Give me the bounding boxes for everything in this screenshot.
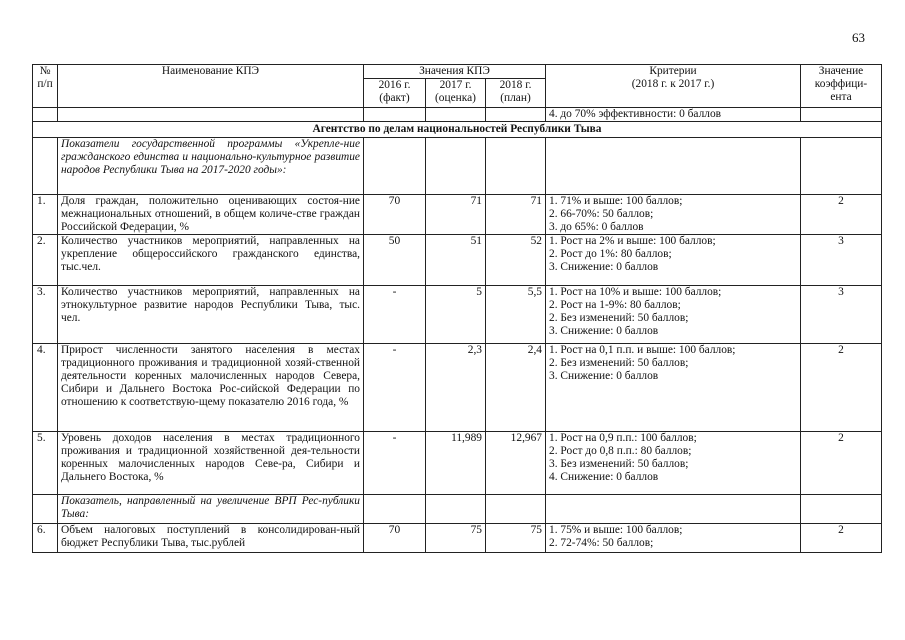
criteria-line: 3. Снижение: 0 баллов	[549, 261, 659, 273]
header-2018	[486, 79, 546, 108]
value-2016: -	[364, 432, 426, 495]
kpe-table	[32, 64, 882, 553]
criteria-line: 3. Снижение: 0 баллов	[549, 370, 659, 382]
header-num-label: № п/п	[37, 65, 53, 90]
table-row	[33, 235, 882, 286]
value-2016: 70	[364, 195, 426, 235]
value-2016: -	[364, 286, 426, 344]
row-num: 3.	[33, 286, 58, 344]
coefficient: 2	[801, 432, 882, 495]
value-2017: 11,989	[426, 432, 486, 495]
row-num: 2.	[33, 235, 58, 286]
kpe-name: Количество участников мероприятий, направленных на укрепление общероссийского гражданского единства, тыс.чел.	[58, 235, 364, 286]
header-values	[364, 65, 546, 79]
kpe-name: Объем налоговых поступлений в консолидирован-ный бюджет Республики Тыва, тыс.рублей	[58, 524, 364, 553]
criteria-line: 3. Снижение: 0 баллов	[549, 325, 659, 337]
header-2018-label: 2018 г. (план)	[499, 79, 532, 104]
vrp-note: Показатель, направленный на увеличение ВРП Рес-публики Тыва:	[58, 495, 364, 524]
agency-row	[33, 122, 882, 138]
criteria-line: 1. 71% и выше: 100 баллов;	[549, 195, 683, 207]
criteria-line: 1. Рост на 2% и выше: 100 баллов;	[549, 235, 716, 247]
vrp-note-row	[33, 495, 882, 524]
kpe-name: Уровень доходов населения в местах традиционного проживания и традиционной хозяйственной дея-тельности коренных малочисленных народов Севе-ра, Сибири и Дальнего Востока, %	[58, 432, 364, 495]
header-coef	[801, 65, 882, 108]
criteria-line: 2. 72-74%: 50 баллов;	[549, 537, 654, 549]
header-values-label: Значения КПЭ	[419, 65, 490, 77]
header-2017-label: 2017 г. (оценка)	[435, 79, 476, 104]
table-row	[33, 286, 882, 344]
table-row	[33, 432, 882, 495]
criteria-line: 1. Рост на 0,1 п.п. и выше: 100 баллов;	[549, 344, 736, 356]
row-num: 5.	[33, 432, 58, 495]
program-note: Показатели государственной программы «Укрепле-ние гражданского единства и национально-культурное развитие народов Республики Тыва на 2017-2020 годы»:	[58, 138, 364, 195]
row-num: 1.	[33, 195, 58, 235]
coefficient: 2	[801, 344, 882, 432]
carry-over-criteria: 4. до 70% эффективности: 0 баллов	[546, 108, 801, 122]
value-2018: 75	[486, 524, 546, 553]
value-2016: -	[364, 344, 426, 432]
kpe-name: Прирост численности занятого населения в местах традиционного проживания и традиционной хозяй-ственной деятельности коренных малочисленных народов Севера, Сибири и Дальнего Востока Рос-сийской Федерации по отношению к соответствую-щему показателю 2016 года, %	[58, 344, 364, 432]
coefficient: 2	[801, 524, 882, 553]
header-criteria-label: Критерии (2018 г. к 2017 г.)	[631, 65, 715, 90]
value-2016: 70	[364, 524, 426, 553]
criteria-line: 2. Рост на 1-9%: 80 баллов;	[549, 299, 681, 311]
table-row	[33, 344, 882, 432]
header-num	[33, 65, 58, 108]
table-row	[33, 524, 882, 553]
agency-title: Агентство по делам национальностей Республики Тыва	[33, 122, 882, 138]
kpe-name: Доля граждан, положительно оценивающих состоя-ние межнациональных отношений, в общем количе-стве граждан Российской Федерации, %	[58, 195, 364, 235]
criteria-line: 1. Рост на 10% и выше: 100 баллов;	[549, 286, 722, 298]
value-2018: 52	[486, 235, 546, 286]
criteria-line: 2. Без изменений: 50 баллов;	[549, 312, 689, 324]
header-2016	[364, 79, 426, 108]
value-2017: 71	[426, 195, 486, 235]
criteria	[546, 235, 801, 286]
header-name-label: Наименование КПЭ	[161, 65, 260, 77]
criteria-line: 4. Снижение: 0 баллов	[549, 471, 659, 483]
criteria	[546, 344, 801, 432]
value-2017: 51	[426, 235, 486, 286]
kpe-name: Количество участников мероприятий, направленных на этнокультурное развитие народов Республики Тыва, тыс. чел.	[58, 286, 364, 344]
criteria	[546, 432, 801, 495]
coefficient: 3	[801, 235, 882, 286]
criteria-line: 3. до 65%: 0 баллов	[549, 221, 644, 233]
criteria-line: 1. Рост на 0,9 п.п.: 100 баллов;	[549, 432, 697, 444]
carry-over-row	[33, 108, 882, 122]
row-num: 4.	[33, 344, 58, 432]
page-number: 63	[852, 30, 865, 45]
row-num: 6.	[33, 524, 58, 553]
value-2017: 75	[426, 524, 486, 553]
header-criteria	[546, 65, 801, 108]
criteria-line: 2. Без изменений: 50 баллов;	[549, 357, 689, 369]
header-coef-label: Значение коэффици- ента	[814, 65, 868, 103]
value-2016: 50	[364, 235, 426, 286]
criteria-line: 3. Без изменений: 50 баллов;	[549, 458, 689, 470]
header-2017	[426, 79, 486, 108]
coefficient: 3	[801, 286, 882, 344]
criteria	[546, 286, 801, 344]
criteria-line: 1. 75% и выше: 100 баллов;	[549, 524, 683, 536]
table-row	[33, 195, 882, 235]
criteria-line: 2. Рост до 1%: 80 баллов;	[549, 248, 672, 260]
criteria-line: 2. Рост до 0,8 п.п.: 80 баллов;	[549, 445, 692, 457]
header-2016-label: 2016 г. (факт)	[378, 79, 411, 104]
value-2018: 71	[486, 195, 546, 235]
criteria	[546, 524, 801, 553]
value-2018: 2,4	[486, 344, 546, 432]
header-name	[58, 65, 364, 108]
criteria-line: 2. 66-70%: 50 баллов;	[549, 208, 654, 220]
value-2018: 5,5	[486, 286, 546, 344]
coefficient: 2	[801, 195, 882, 235]
value-2017: 5	[426, 286, 486, 344]
value-2018: 12,967	[486, 432, 546, 495]
program-note-row	[33, 138, 882, 195]
value-2017: 2,3	[426, 344, 486, 432]
criteria	[546, 195, 801, 235]
